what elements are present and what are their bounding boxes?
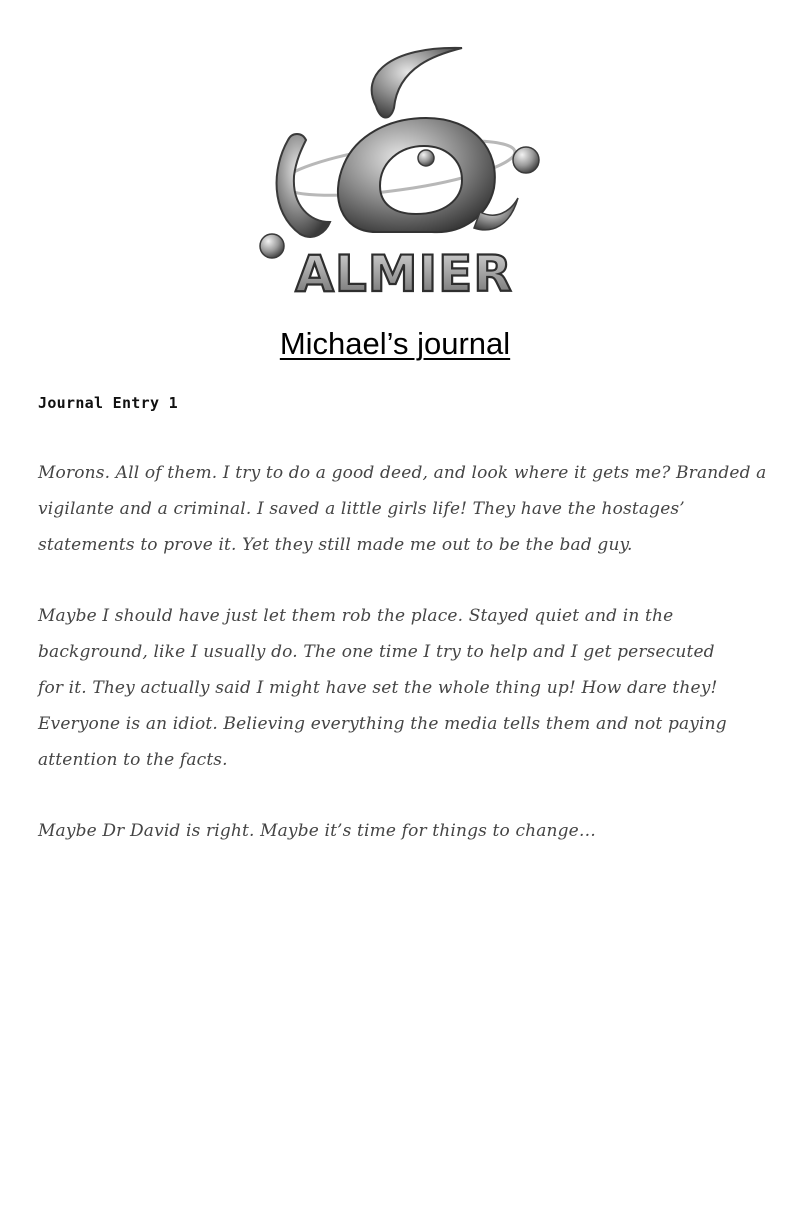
journal-paragraph-1: Morons. All of them. I try to do a good deed, and look where it gets me? Branded a vigilante and a criminal. I saved a little girls life! They have the hostages’ statements to prove it. Yet they still made me out to be the bad guy. xyxy=(38,463,767,555)
page-title xyxy=(0,326,790,362)
journal-paragraph-3: Maybe Dr David is right. Maybe it’s time for things to change… xyxy=(38,821,596,841)
page-title-text: Michael’s journal xyxy=(279,326,511,361)
almier-logo xyxy=(248,36,544,302)
logo-wordmark: ALMIER xyxy=(295,245,513,302)
journal-paragraph-2: Maybe I should have just let them rob the place. Stayed quiet and in the background, like I usually do. The one time I try to help and I get persecuted for it. They actually said I might have set the whole thing up! How dare they! Everyone is an idiot. Believing everything the media tells them and not paying attention to the facts. xyxy=(38,606,727,770)
journal-entry-heading: Journal Entry 1 xyxy=(38,394,178,412)
